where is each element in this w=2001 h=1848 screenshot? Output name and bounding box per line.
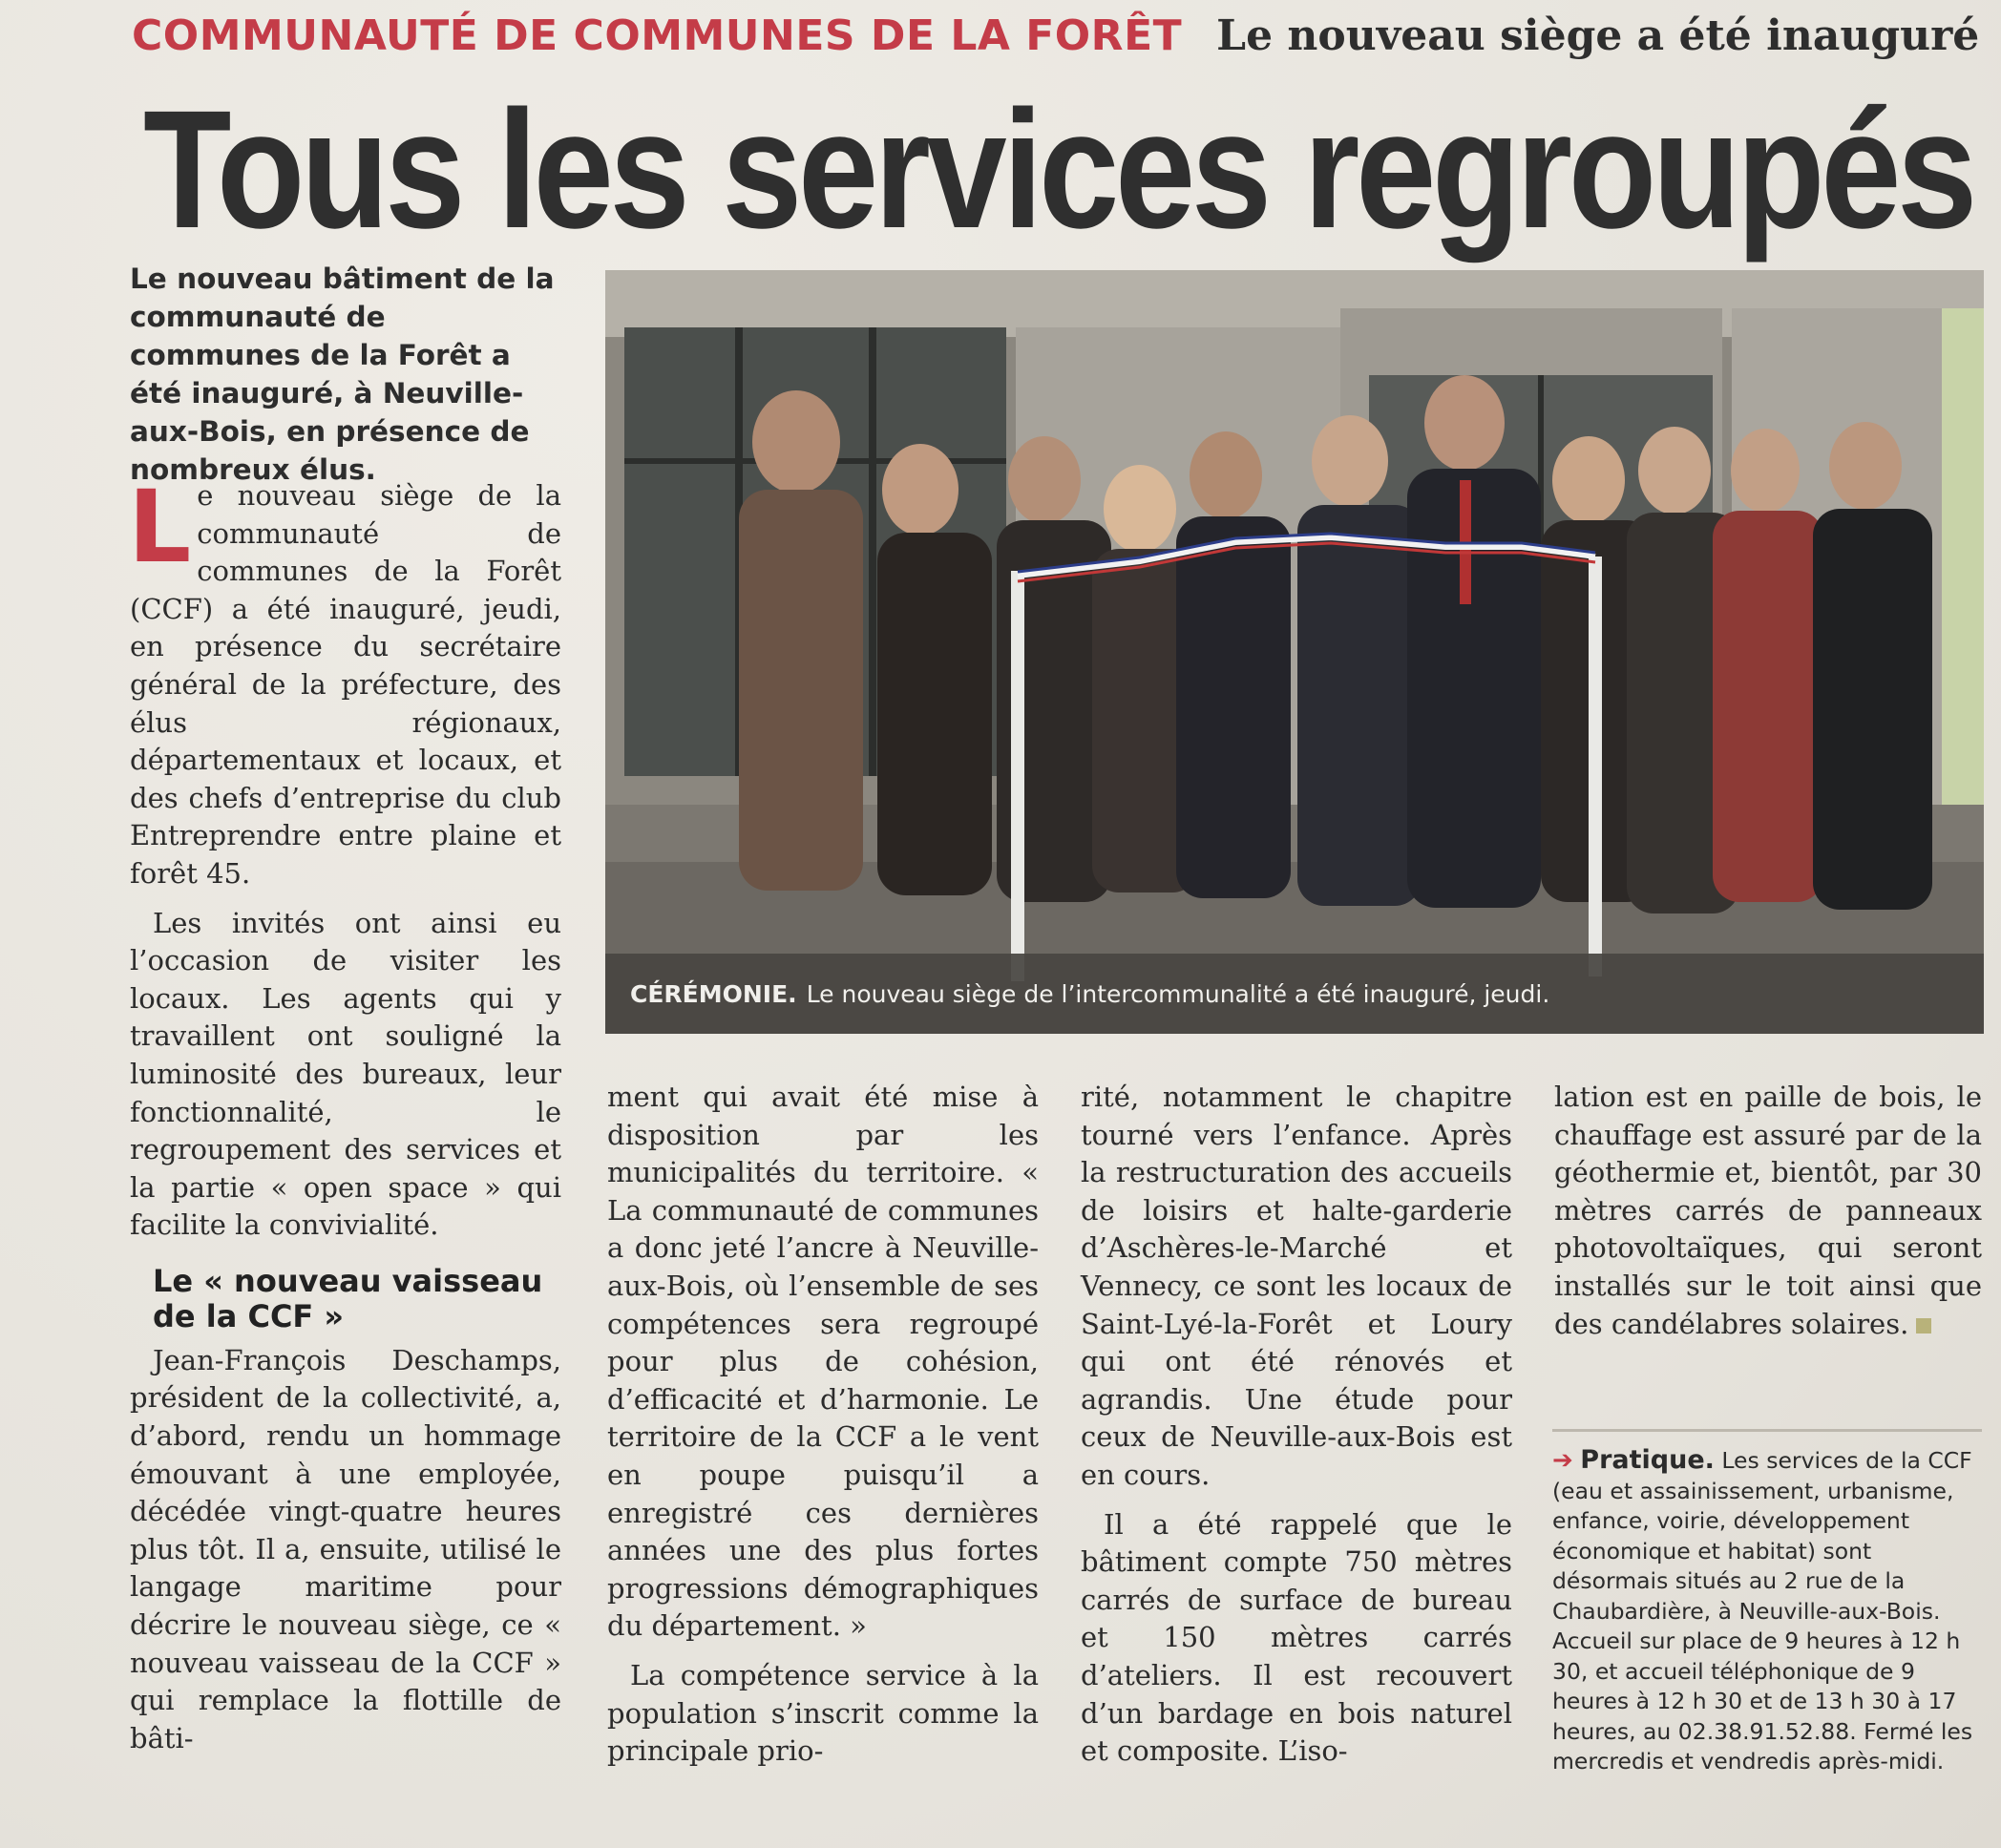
article-column-2 <box>607 1079 1039 1771</box>
section-subtitle: Le nouveau siège a été inauguré <box>1216 11 1980 60</box>
photo-caption <box>605 954 1984 1034</box>
photo-illustration <box>605 270 1984 1034</box>
article-paragraph: rité, notamment le chapitre tourné vers l’enfance. Après la restructuration des accueils de loisirs et halte-garderie d’Aschères-le-Marché et Vennecy, ce sont les locaux de Saint-Lyé-la-Forêt et Loury qui ont été rénovés et agrandis. Une étude pour ceux de Neuville-aux-Bois est en cours. <box>1081 1081 1512 1491</box>
practical-text: Les services de la CCF (eau et assainissement, urbanisme, enfance, voirie, développement économique et habitat) sont désormais situés au 2 rue de la Chaubardière, à Neuville-aux-Bois. Accueil sur place de 9 heures à 12 h 30, et accueil téléphonique de 9 heures à 12 h 30 et de 13 h 30 à 17 heures, au 02.38.91.52.88. Fermé les mercredis et vendredis après-midi. <box>1552 1447 1973 1774</box>
ceremony-photo <box>605 270 1984 1034</box>
article-paragraph: lation est en paille de bois, le chauffage est assuré par de la géothermie et, bientôt, par 30 mètres carrés de panneaux photovoltaïques, qui seront installés sur le toit ainsi que des candélabres solaires. <box>1554 1081 1982 1340</box>
article-paragraph: Il a été rappelé que le bâtiment compte 750 mètres carrés de surface de bureau et 150 mètres carrés d’ateliers. Il est recouvert d’un bardage en bois naturel et composite. L’iso- <box>1081 1507 1512 1768</box>
article-paragraph: La compétence service à la population s’inscrit comme la principale prio- <box>607 1658 1039 1768</box>
article-paragraph: e nouveau siège de la communauté de communes de la Forêt (CCF) a été inauguré, jeudi, en présence du secrétaire général de la préfecture, des élus régionaux, départementaux et locaux, et des chefs d’entreprise du club Entreprendre entre plaine et forêt 45. <box>130 479 561 890</box>
caption-text: Le nouveau siège de l’intercommunalité a été inauguré, jeudi. <box>806 979 1550 1008</box>
section-header <box>132 11 1980 60</box>
article-column-1 <box>128 469 561 1757</box>
article-subhead: Le « nouveau vaisseau de la CCF » <box>153 1262 543 1334</box>
article-column-4 <box>1554 1079 1982 1343</box>
caption-label: CÉRÉMONIE. <box>630 979 797 1008</box>
headline: Tous les services regroupés <box>143 76 1973 263</box>
arrow-right-icon: ➔ <box>1552 1446 1573 1475</box>
article-paragraph: Jean-François Deschamps, président de la collectivité, a, d’abord, rendu un hommage émouvant à une employée, décédée vingt-quatre heures plus tôt. Il a, ensuite, utilisé le langage maritime pour décrire le nouveau siège, ce « nouveau vaisseau de la CCF » qui remplace la flottille de bâti- <box>130 1343 561 1754</box>
drop-cap: L <box>128 469 192 585</box>
article-paragraph: ment qui avait été mise à disposition par les municipalités du territoire. « La communauté de communes a donc jeté l’ancre à Neuville-aux-Bois, où l’ensemble de ses compétences sera regroupé pour plus de cohésion, d’efficacité et d’harmonie. Le territoire de la CCF a le vent en poupe puisqu’il a enregistré ces dernières années une des plus fortes progressions démographiques du département. » <box>607 1081 1039 1643</box>
article-intro: Le nouveau bâtiment de la communauté de communes de la Forêt a été inauguré, à Neuville-aux-Bois, en présence de nombreux élus. <box>130 262 555 486</box>
section-kicker: COMMUNAUTÉ DE COMMUNES DE LA FORÊT <box>132 11 1183 60</box>
end-mark-icon <box>1916 1318 1931 1334</box>
practical-info-box <box>1552 1429 1982 1777</box>
article-paragraph: Les invités ont ainsi eu l’occasion de visiter les locaux. Les agents qui y travaillent ont souligné la luminosité des bureaux, leur fonctionnalité, le regroupement des services et la partie « open space » qui facilite la convivialité. <box>130 906 561 1242</box>
article-column-3 <box>1081 1079 1512 1771</box>
practical-label: Pratique. <box>1580 1445 1715 1475</box>
